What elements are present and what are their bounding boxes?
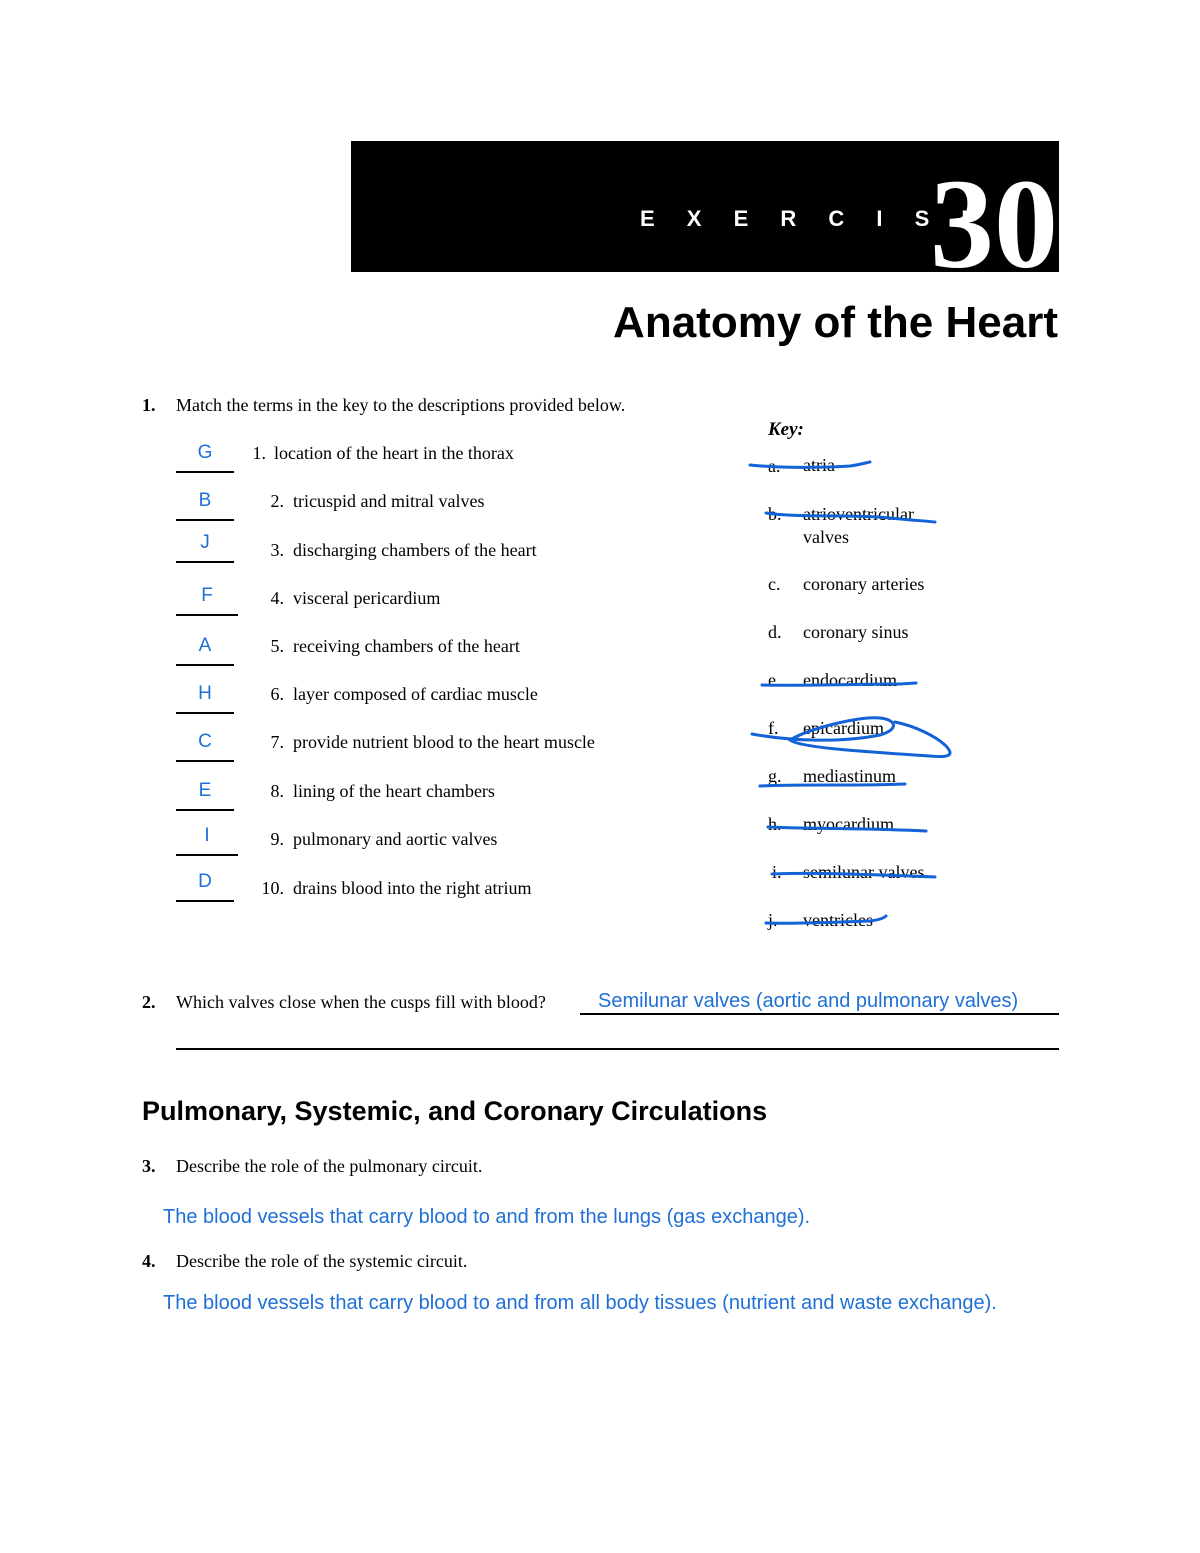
key-term: atrioventricular	[803, 504, 914, 524]
key-term: atria	[803, 455, 835, 475]
answer-blank[interactable]: J	[176, 531, 234, 563]
answer-blank[interactable]: G	[176, 441, 234, 473]
question-4-number: 4.	[142, 1251, 156, 1271]
item-description: discharging chambers of the heart	[293, 540, 537, 560]
key-letter: g.	[768, 766, 782, 786]
key-term: mediastinum	[803, 766, 896, 786]
key-letter: d.	[768, 622, 782, 642]
answer-line	[580, 1013, 1059, 1015]
key-term: endocardium	[803, 670, 897, 690]
question-4-answer[interactable]: The blood vessels that carry blood to and from all body tissues (nutrient and waste exchange).	[163, 1292, 997, 1314]
item-description: visceral pericardium	[293, 588, 441, 608]
item-number: 7.	[270, 732, 284, 752]
key-title: Key:	[768, 419, 804, 440]
key-term-continued: valves	[803, 527, 849, 547]
item-number: 2.	[270, 491, 284, 511]
answer-blank[interactable]: H	[176, 682, 234, 714]
answer-blank[interactable]: A	[176, 634, 234, 666]
key-letter: e.	[768, 670, 781, 690]
exercise-label: E X E R C I S E	[640, 206, 990, 231]
answer-blank[interactable]: F	[176, 584, 238, 616]
question-1-prompt: Match the terms in the key to the descriptions provided below.	[176, 395, 626, 415]
item-description: drains blood into the right atrium	[293, 878, 532, 898]
answer-blank[interactable]: I	[176, 824, 238, 856]
item-description: pulmonary and aortic valves	[293, 829, 498, 849]
question-4-prompt: Describe the role of the systemic circuit.	[176, 1251, 468, 1271]
answer-blank[interactable]: E	[176, 779, 234, 811]
key-letter: i.	[772, 862, 782, 882]
question-1-number: 1.	[142, 395, 156, 415]
item-description: layer composed of cardiac muscle	[293, 684, 538, 704]
item-number: 9.	[270, 829, 284, 849]
answer-blank[interactable]: D	[176, 870, 234, 902]
item-description: provide nutrient blood to the heart muscle	[293, 732, 595, 752]
answer-blank[interactable]: C	[176, 730, 234, 762]
item-number: 10.	[261, 878, 284, 898]
item-description: receiving chambers of the heart	[293, 636, 520, 656]
item-number: 4.	[270, 588, 284, 608]
key-letter: h.	[768, 814, 782, 834]
key-letter: j.	[768, 910, 778, 930]
key-term: epicardium	[803, 718, 884, 738]
question-3-prompt: Describe the role of the pulmonary circuit.	[176, 1156, 483, 1176]
question-3-number: 3.	[142, 1156, 156, 1176]
item-number: 3.	[270, 540, 284, 560]
key-term: ventricles	[803, 910, 873, 930]
key-letter: b.	[768, 504, 782, 524]
page-title: Anatomy of the Heart	[613, 298, 1058, 347]
item-number: 6.	[270, 684, 284, 704]
question-3-answer[interactable]: The blood vessels that carry blood to and from the lungs (gas exchange).	[163, 1206, 811, 1228]
question-2-answer[interactable]: Semilunar valves (aortic and pulmonary valves)	[598, 990, 1019, 1012]
key-term: coronary arteries	[803, 574, 925, 594]
answer-line	[176, 1048, 1059, 1050]
key-term: semilunar valves	[803, 862, 925, 882]
item-number: 1.	[252, 443, 266, 463]
section-heading: Pulmonary, Systemic, and Coronary Circulations	[142, 1096, 768, 1126]
item-description: lining of the heart chambers	[293, 781, 495, 801]
question-2-prompt: Which valves close when the cusps fill with blood?	[176, 992, 546, 1012]
exercise-number: 30	[930, 160, 1058, 280]
item-description: tricuspid and mitral valves	[293, 491, 485, 511]
key-letter: c.	[768, 574, 781, 594]
item-number: 5.	[270, 636, 284, 656]
key-letter: f.	[768, 718, 779, 738]
key-term: myocardium	[803, 814, 894, 834]
answer-blank[interactable]: B	[176, 489, 234, 521]
question-2-number: 2.	[142, 992, 156, 1012]
key-term: coronary sinus	[803, 622, 909, 642]
key-letter: a.	[768, 456, 781, 476]
item-number: 8.	[270, 781, 284, 801]
item-description: location of the heart in the thorax	[274, 443, 514, 463]
